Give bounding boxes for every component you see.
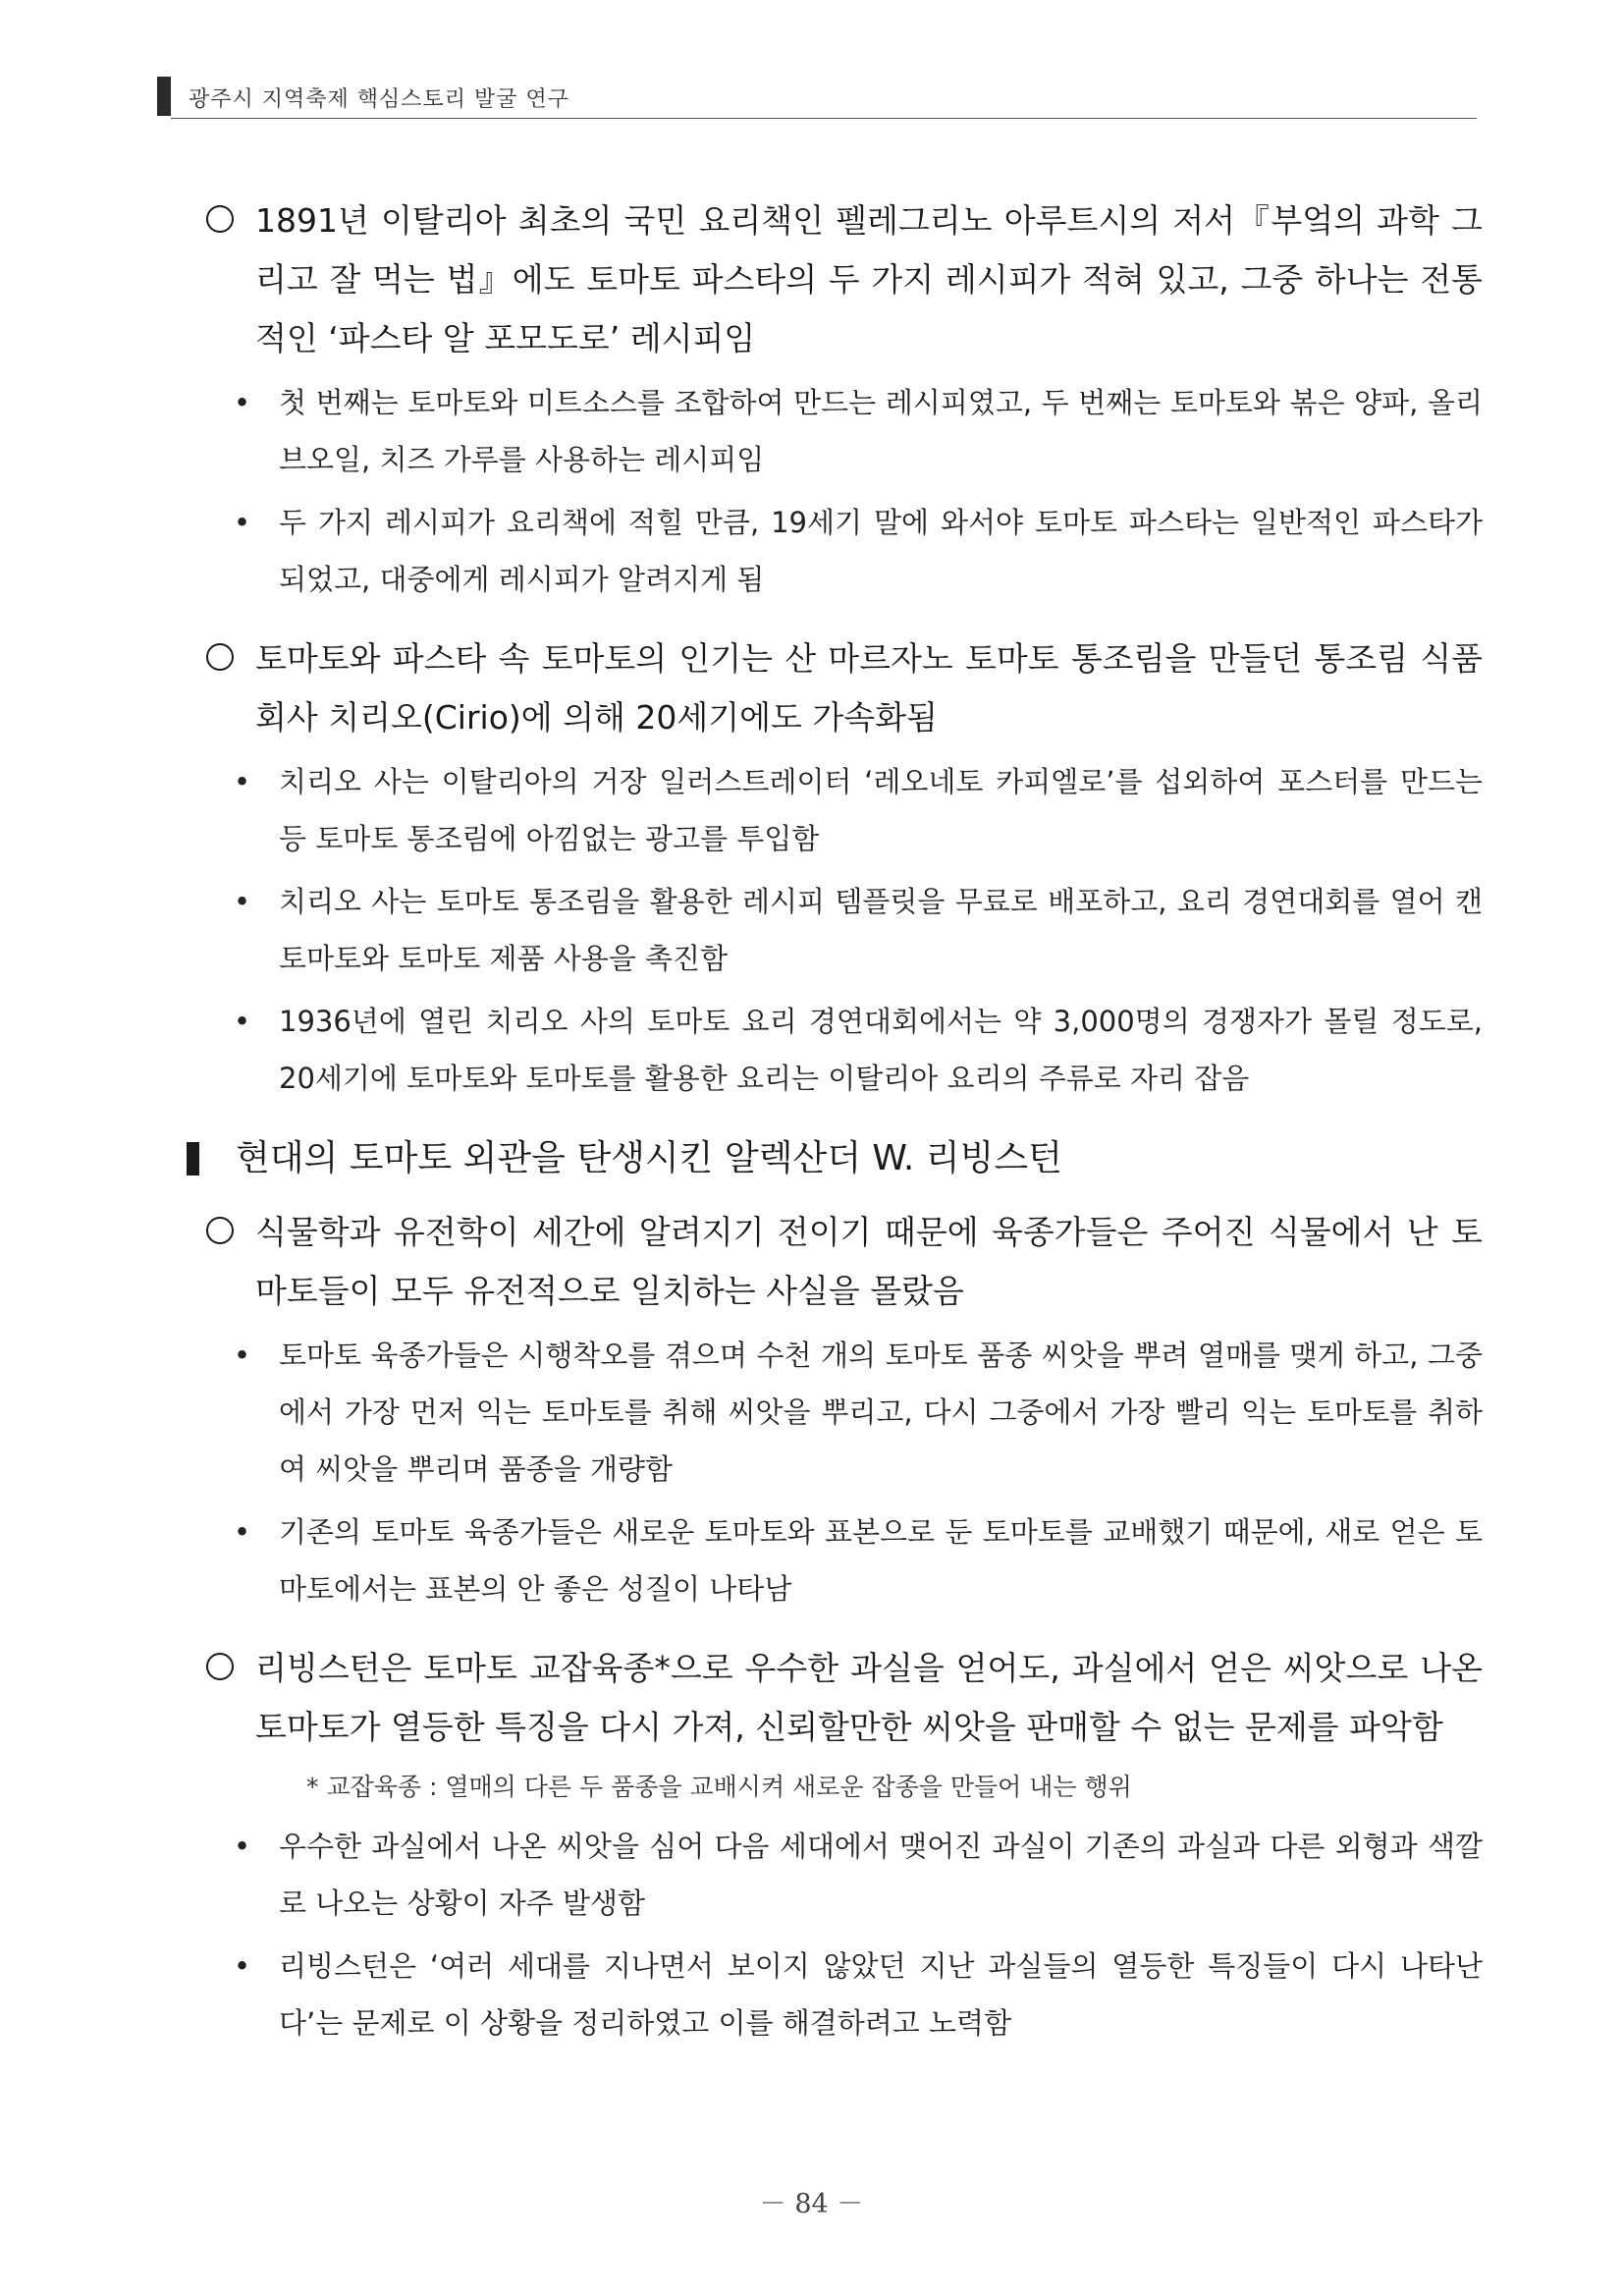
section-heading: 현대의 토마토 외관을 탄생시킨 알렉산더 W. 리빙스턴 [187, 1128, 1483, 1189]
bullet-item: • 우수한 과실에서 나온 씨앗을 심어 다음 세대에서 맺어진 과실이 기존의 과실과 다른 외형과 색깔로 나오는 상황이 자주 발생함 [196, 1818, 1483, 1932]
page-body [196, 191, 1483, 2051]
bullet-item: • 리빙스턴은 ‘여러 세대를 지나면서 보이지 않았던 지난 과실들의 열등한 특징들이 다시 나타난다’는 문제로 이 상황을 정리하였고 이를 해결하려고 노력함 [196, 1938, 1483, 2051]
bullet-dot-icon: • [234, 1005, 251, 1038]
footnote: * 교잡육종 : 열매의 다른 두 품종을 교배시켜 새로운 잡종을 만들어 내는 행위 [306, 1773, 1132, 1801]
bullet-dot-icon: • [234, 506, 251, 539]
circle-bullet-icon [206, 1653, 234, 1680]
bullet-dot-icon: • [234, 1515, 251, 1549]
paragraph: 리빙스턴은 토마토 교잡육종*으로 우수한 과실을 얻어도, 과실에서 얻은 씨앗으로 나온 토마토가 열등한 특징을 다시 가져, 신뢰할만한 씨앗을 판매할 수 없는 문제를 파악함 [196, 1639, 1483, 1757]
bullet-item: • 토마토 육종가들은 시행착오를 겪으며 수천 개의 토마토 품종 씨앗을 뿌려 열매를 맺게 하고, 그중에서 가장 먼저 익는 토마토를 취해 씨앗을 뿌리고, 다시 그중에서 가장 빨리 익는 토마토를 취하여 씨앗을 뿌리며 품종을 개량함 [196, 1327, 1483, 1498]
section-marker-icon [187, 1142, 199, 1175]
header-rule [171, 118, 1477, 119]
bullet-dot-icon: • [234, 1339, 251, 1372]
bullet-dot-icon: • [234, 1949, 251, 1983]
paragraph: 1891년 이탈리아 최초의 국민 요리책인 펠레그리노 아루트시의 저서『부엌의 과학 그리고 잘 먹는 법』에도 토마토 파스타의 두 가지 레시피가 적혀 있고, 그중 하나는 전통적인 ‘파스타 알 포모도로’ 레시피임 [196, 191, 1483, 368]
bullet-item: • 두 가지 레시피가 요리책에 적힐 만큼, 19세기 말에 와서야 토마토 파스타는 일반적인 파스타가 되었고, 대중에게 레시피가 알려지게 됨 [196, 494, 1483, 608]
bullet-dot-icon: • [234, 765, 251, 798]
circle-bullet-icon [206, 1217, 234, 1244]
page-number: － 84 － [759, 2189, 864, 2219]
bullet-dot-icon: • [234, 386, 251, 419]
circle-bullet-icon [206, 205, 234, 233]
running-header: 광주시 지역축제 핵심스토리 발굴 연구 [189, 87, 570, 112]
circle-bullet-icon [206, 643, 234, 671]
header-marker [157, 77, 171, 116]
bullet-dot-icon: • [234, 1830, 251, 1863]
bullet-item: • 1936년에 열린 치리오 사의 토마토 요리 경연대회에서는 약 3,000명의 경쟁자가 몰릴 정도로, 20세기에 토마토와 토마토를 활용한 요리는 이탈리아 요리의 주류로 자리 잡음 [196, 993, 1483, 1107]
bullet-item: • 기존의 토마토 육종가들은 새로운 토마토와 표본으로 둔 토마토를 교배했기 때문에, 새로 얻은 토마토에서는 표본의 안 좋은 성질이 나타남 [196, 1503, 1483, 1617]
bullet-dot-icon: • [234, 885, 251, 918]
bullet-item: • 치리오 사는 토마토 통조림을 활용한 레시피 템플릿을 무료로 배포하고, 요리 경연대회를 열어 캔 토마토와 토마토 제품 사용을 촉진함 [196, 873, 1483, 987]
paragraph: 토마토와 파스타 속 토마토의 인기는 산 마르자노 토마토 통조림을 만들던 통조림 식품회사 치리오(Cirio)에 의해 20세기에도 가속화됨 [196, 629, 1483, 747]
bullet-item: • 첫 번째는 토마토와 미트소스를 조합하여 만드는 레시피였고, 두 번째는 토마토와 볶은 양파, 올리브오일, 치즈 가루를 사용하는 레시피임 [196, 374, 1483, 488]
paragraph: 식물학과 유전학이 세간에 알려지기 전이기 때문에 육종가들은 주어진 식물에서 난 토마토들이 모두 유전적으로 일치하는 사실을 몰랐음 [196, 1203, 1483, 1321]
bullet-item: • 치리오 사는 이탈리아의 거장 일러스트레이터 ‘레오네토 카피엘로’를 섭외하여 포스터를 만드는 등 토마토 통조림에 아낌없는 광고를 투입함 [196, 753, 1483, 867]
